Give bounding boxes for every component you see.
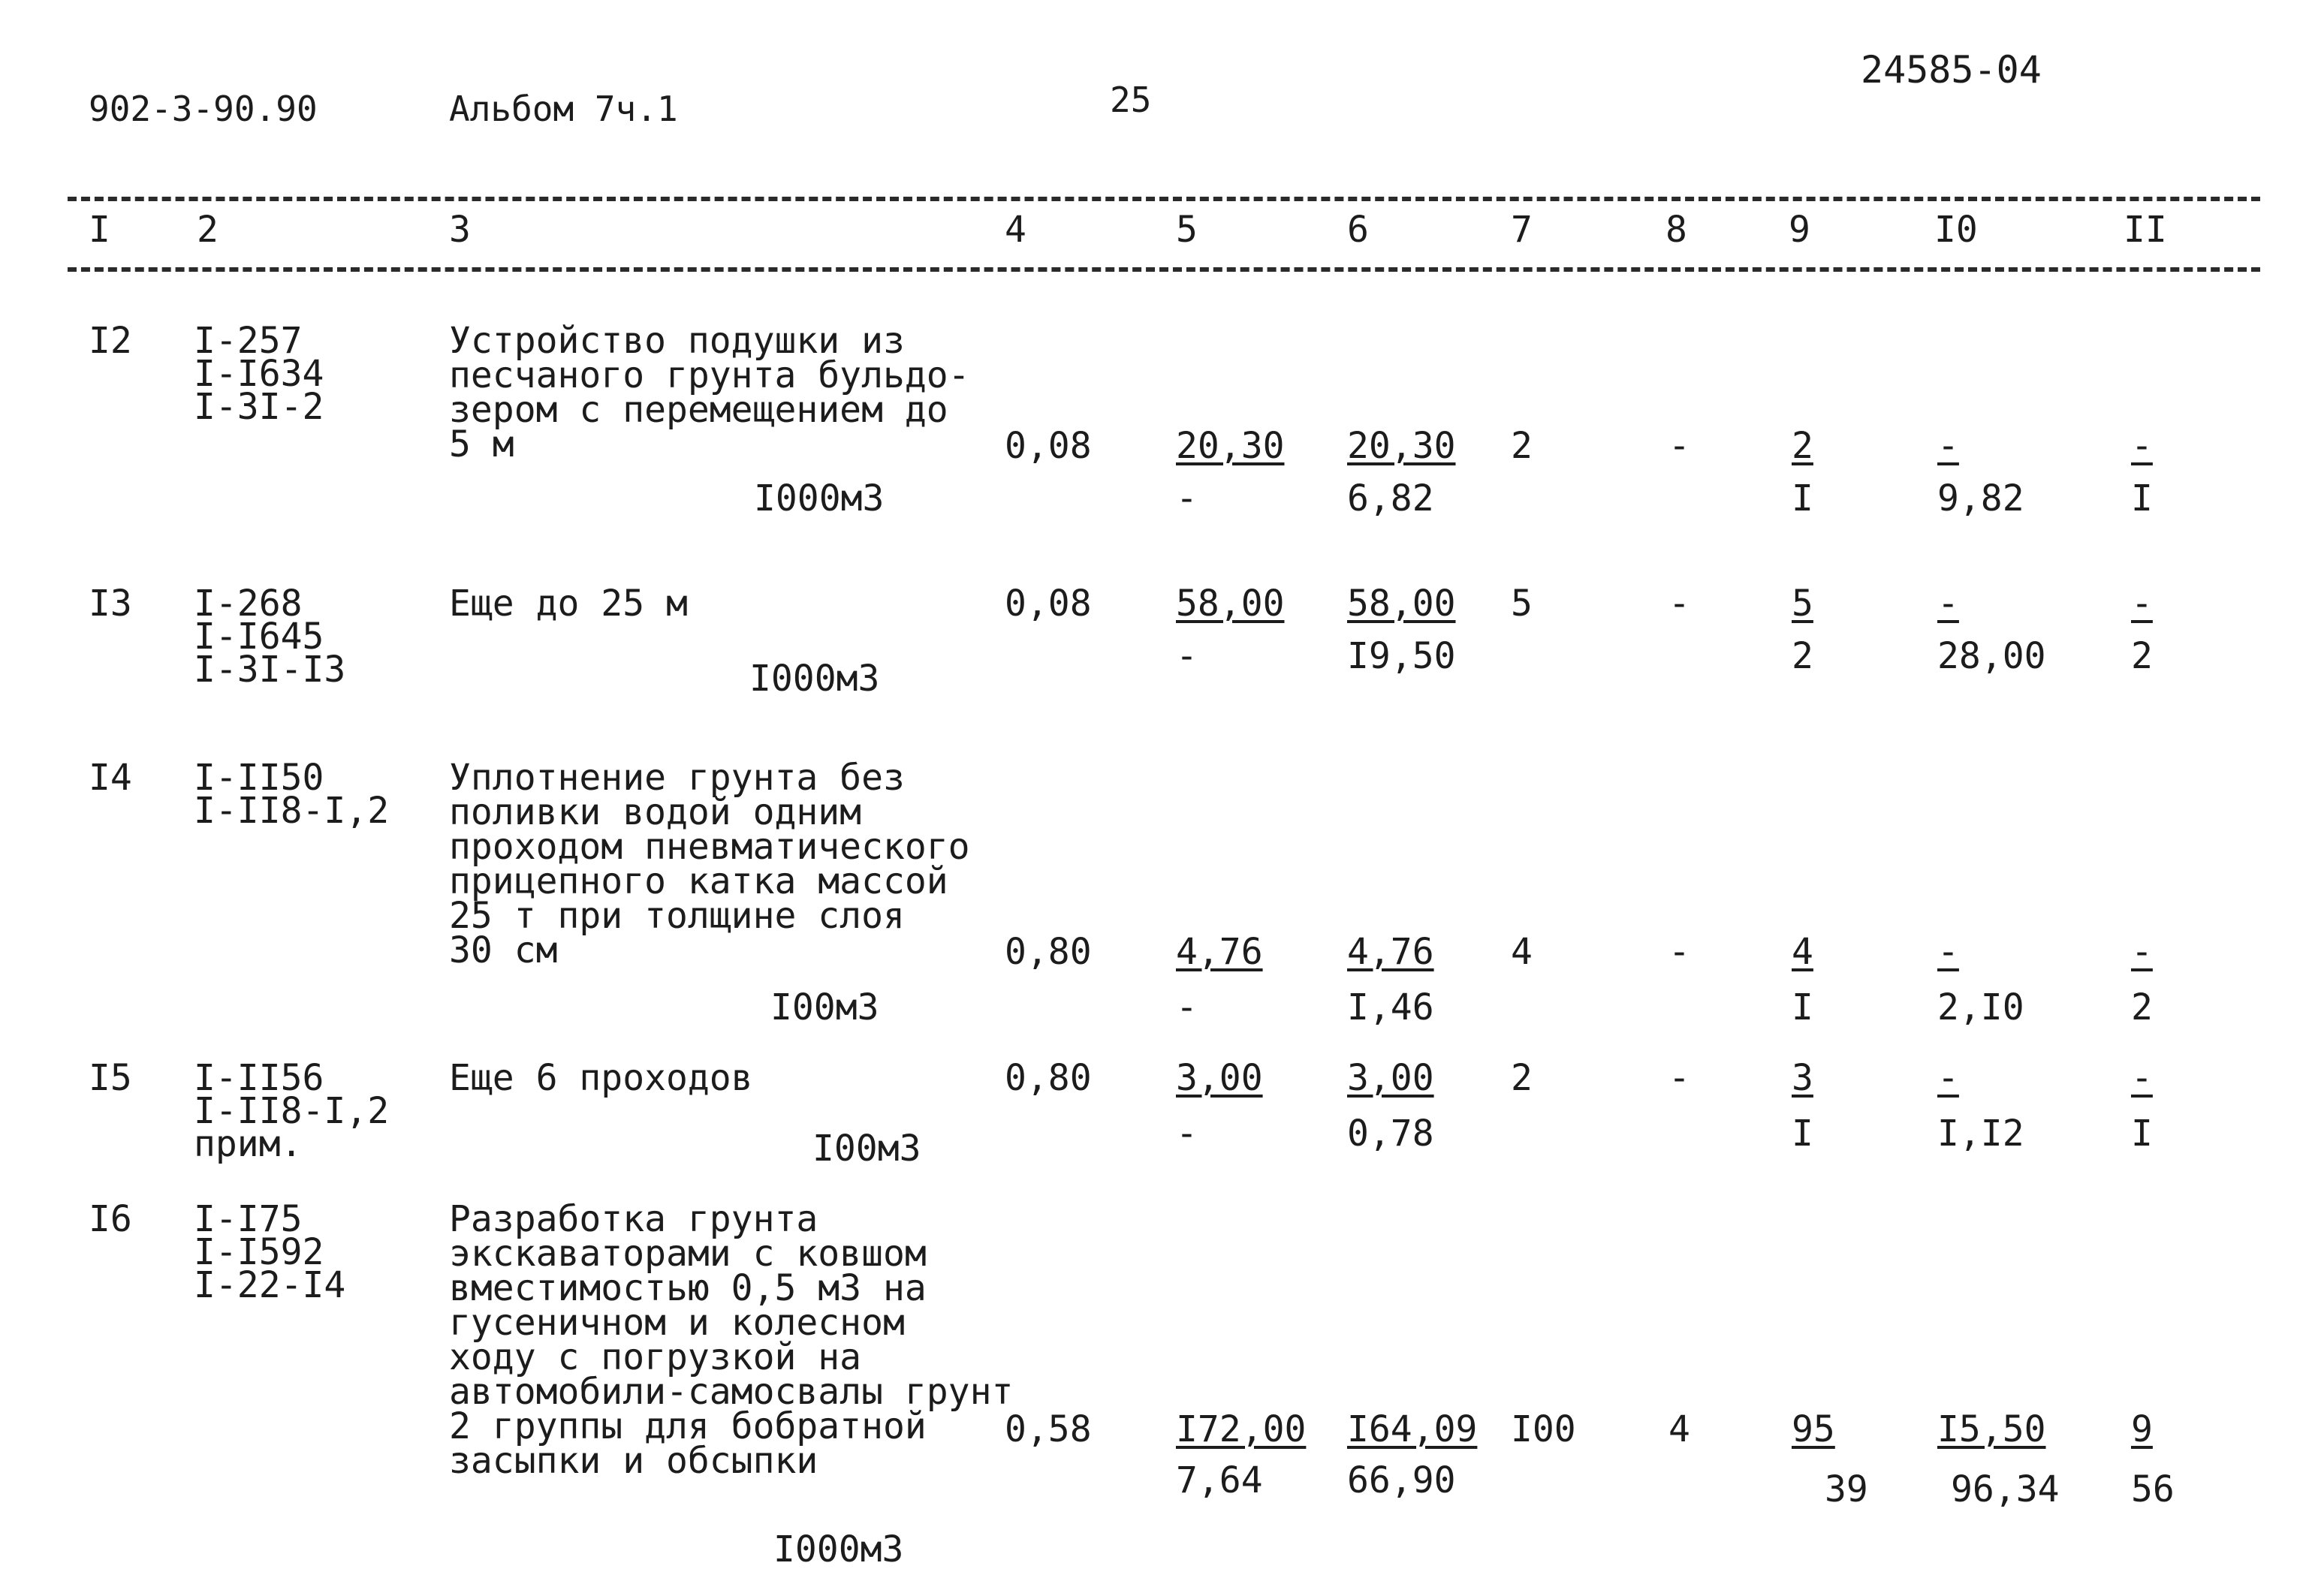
col5-top: 3,00 xyxy=(1176,1057,1263,1099)
col5-bottom: - xyxy=(1176,477,1198,519)
header-rule-bottom xyxy=(68,267,2260,272)
col8-value: - xyxy=(1668,425,1690,467)
col9-top: 95 xyxy=(1792,1408,1835,1450)
measure-unit: I00м3 xyxy=(812,1128,921,1170)
quantity: 0,80 xyxy=(1005,931,1092,973)
col6-bottom: 0,78 xyxy=(1347,1113,1434,1155)
work-description-line: Устройство подушки из xyxy=(449,320,905,362)
norm-code: I-II8-I,2 xyxy=(194,1090,390,1132)
work-description-line: Уплотнение грунта без xyxy=(449,757,905,799)
column-header-10: I0 xyxy=(1934,209,1978,251)
column-header-3: 3 xyxy=(449,209,471,251)
col11-bottom: 2 xyxy=(2131,986,2153,1028)
column-header-4: 4 xyxy=(1005,209,1026,251)
quantity: 0,58 xyxy=(1005,1408,1092,1450)
col7-value: 5 xyxy=(1511,583,1533,625)
stamp-number: 24585-04 xyxy=(1861,48,2042,92)
work-description-line: 30 см xyxy=(449,929,558,971)
work-description-line: гусеничном и колесном xyxy=(449,1302,905,1344)
measure-unit: I000м3 xyxy=(773,1528,904,1570)
col9-bottom: I xyxy=(1792,477,1813,519)
row-number: I5 xyxy=(89,1057,132,1099)
work-description-line: Еще до 25 м xyxy=(449,583,688,625)
column-header-5: 5 xyxy=(1176,209,1198,251)
measure-unit: I00м3 xyxy=(770,986,879,1028)
col10-bottom: 2,I0 xyxy=(1937,986,2024,1028)
col9-bottom: I xyxy=(1792,986,1813,1028)
col10-top: I5,50 xyxy=(1937,1408,2046,1450)
work-description-line: 5 м xyxy=(449,423,514,465)
work-description-line: песчаного грунта бульдо- xyxy=(449,354,970,396)
col6-top: 58,00 xyxy=(1347,583,1456,625)
norm-code: I-II50 xyxy=(194,757,324,799)
work-description-line: зером с перемещением до xyxy=(449,389,948,431)
norm-code: I-3I-I3 xyxy=(194,649,346,691)
col6-top: I64,09 xyxy=(1347,1408,1478,1450)
header-rule-top xyxy=(68,197,2260,201)
work-description-line: экскаваторами с ковшом xyxy=(449,1233,927,1275)
col11-top: 9 xyxy=(2131,1408,2153,1450)
norm-code: I-257 xyxy=(194,320,303,362)
col7-value: 4 xyxy=(1511,931,1533,973)
col9-top: 4 xyxy=(1792,931,1813,973)
column-header-11: II xyxy=(2124,209,2167,251)
col10-top: - xyxy=(1937,1057,1959,1099)
work-description-line: автомобили-самосвалы грунт xyxy=(449,1371,1014,1413)
work-description-line: ходу с погрузкой на xyxy=(449,1336,862,1378)
col10-bottom: 28,00 xyxy=(1937,635,2046,677)
column-header-1: I xyxy=(89,209,110,251)
col5-top: 58,00 xyxy=(1176,583,1285,625)
quantity: 0,08 xyxy=(1005,425,1092,467)
col10-bottom: 9,82 xyxy=(1937,477,2024,519)
norm-code: I-II8-I,2 xyxy=(194,790,390,832)
col9-bottom: I xyxy=(1792,1113,1813,1155)
col11-bottom: I xyxy=(2131,477,2153,519)
measure-unit: I000м3 xyxy=(749,658,880,700)
row-number: I2 xyxy=(89,320,132,362)
col11-top: - xyxy=(2131,1057,2153,1099)
col10-top: - xyxy=(1937,425,1959,467)
col10-bottom: 96,34 xyxy=(1951,1468,2060,1510)
col10-top: - xyxy=(1937,583,1959,625)
work-description-line: поливки водой одним xyxy=(449,791,862,833)
measure-unit: I000м3 xyxy=(754,477,885,519)
quantity: 0,08 xyxy=(1005,583,1092,625)
norm-code: I-I645 xyxy=(194,616,324,658)
col11-top: - xyxy=(2131,425,2153,467)
col5-top: 20,30 xyxy=(1176,425,1285,467)
col5-bottom: - xyxy=(1176,1113,1198,1155)
col5-bottom: 7,64 xyxy=(1176,1459,1263,1501)
column-header-9: 9 xyxy=(1789,209,1810,251)
col11-bottom: 56 xyxy=(2131,1468,2175,1510)
work-description-line: прицепного катка массой xyxy=(449,860,948,902)
col9-bottom: 39 xyxy=(1825,1468,1868,1510)
col5-bottom: - xyxy=(1176,986,1198,1028)
column-header-8: 8 xyxy=(1665,209,1687,251)
col9-top: 5 xyxy=(1792,583,1813,625)
col5-top: I72,00 xyxy=(1176,1408,1307,1450)
work-description-line: вместимостью 0,5 м3 на xyxy=(449,1267,927,1309)
row-number: I6 xyxy=(89,1198,132,1240)
col6-top: 20,30 xyxy=(1347,425,1456,467)
work-description-line: проходом пневматического xyxy=(449,826,970,868)
col6-top: 3,00 xyxy=(1347,1057,1434,1099)
col11-bottom: I xyxy=(2131,1113,2153,1155)
norm-code: I-268 xyxy=(194,583,303,625)
norm-code: I-I75 xyxy=(194,1198,303,1240)
col7-value: I00 xyxy=(1511,1408,1576,1450)
col6-bottom: I,46 xyxy=(1347,986,1434,1028)
column-header-6: 6 xyxy=(1347,209,1369,251)
norm-code: I-II56 xyxy=(194,1057,324,1099)
column-header-2: 2 xyxy=(197,209,219,251)
col6-bottom: 6,82 xyxy=(1347,477,1434,519)
document-code: 902-3-90.90 xyxy=(89,89,318,129)
col6-top: 4,76 xyxy=(1347,931,1434,973)
col11-bottom: 2 xyxy=(2131,635,2153,677)
col11-top: - xyxy=(2131,583,2153,625)
col7-value: 2 xyxy=(1511,1057,1533,1099)
col9-top: 2 xyxy=(1792,425,1813,467)
norm-code: I-I634 xyxy=(194,353,324,395)
col5-bottom: - xyxy=(1176,635,1198,677)
work-description-line: засыпки и обсыпки xyxy=(449,1440,818,1482)
col5-top: 4,76 xyxy=(1176,931,1263,973)
col9-top: 3 xyxy=(1792,1057,1813,1099)
col10-top: - xyxy=(1937,931,1959,973)
norm-code: I-3I-2 xyxy=(194,386,324,428)
work-description-line: 2 группы для бобратной xyxy=(449,1405,927,1447)
col6-bottom: I9,50 xyxy=(1347,635,1456,677)
album-label: Альбом 7ч.1 xyxy=(449,89,678,129)
col10-bottom: I,I2 xyxy=(1937,1113,2024,1155)
work-description-line: Еще 6 проходов xyxy=(449,1057,753,1099)
col8-value: - xyxy=(1668,1057,1690,1099)
col8-value: 4 xyxy=(1668,1408,1690,1450)
norm-code: прим. xyxy=(194,1123,303,1165)
col9-bottom: 2 xyxy=(1792,635,1813,677)
row-number: I3 xyxy=(89,583,132,625)
col11-top: - xyxy=(2131,931,2153,973)
col8-value: - xyxy=(1668,583,1690,625)
work-description-line: Разработка грунта xyxy=(449,1198,818,1240)
col7-value: 2 xyxy=(1511,425,1533,467)
row-number: I4 xyxy=(89,757,132,799)
col8-value: - xyxy=(1668,931,1690,973)
work-description-line: 25 т при толщине слоя xyxy=(449,895,905,937)
page-number: 25 xyxy=(1110,80,1152,120)
column-header-7: 7 xyxy=(1511,209,1533,251)
norm-code: I-22-I4 xyxy=(194,1264,346,1306)
norm-code: I-I592 xyxy=(194,1231,324,1273)
quantity: 0,80 xyxy=(1005,1057,1092,1099)
col6-bottom: 66,90 xyxy=(1347,1459,1456,1501)
